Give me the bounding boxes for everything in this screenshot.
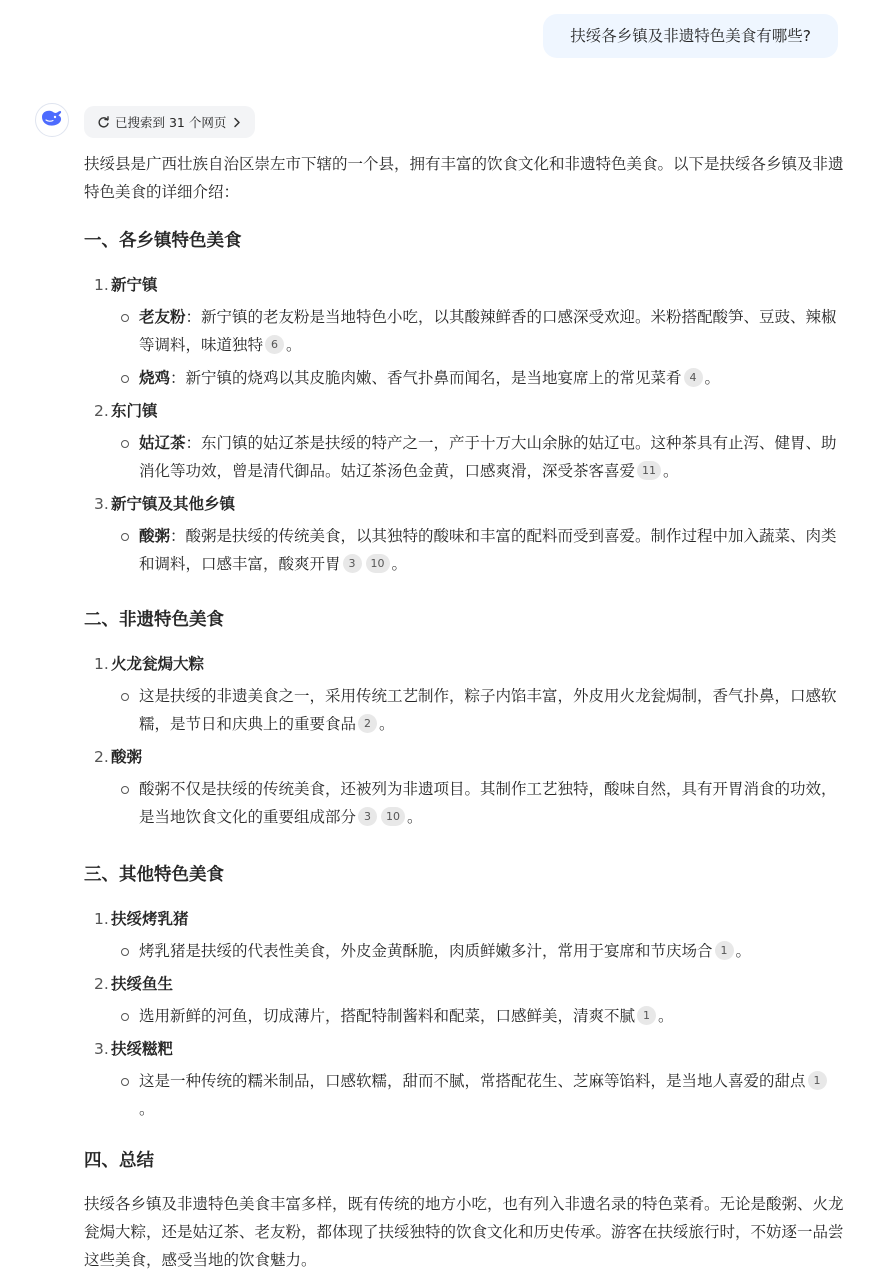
- bullet-end: 。: [391, 555, 408, 573]
- numbered-item: [84, 905, 844, 933]
- bullet-end: 。: [286, 336, 302, 354]
- bullet-end: 。: [379, 715, 395, 733]
- item-number: 2.: [94, 975, 109, 993]
- bullet-term-separator: ：: [185, 434, 202, 452]
- numbered-item: [84, 397, 844, 425]
- search-refresh-icon: [97, 116, 110, 129]
- item-number: 2.: [94, 748, 109, 766]
- bullet-item: [84, 682, 844, 738]
- numbered-item: [84, 970, 844, 998]
- bullet-text: 选用新鲜的河鱼，切成薄片，搭配特制酱料和配菜，口感鲜美，清爽不腻: [139, 1007, 636, 1025]
- item-title: 扶绥鱼生: [111, 975, 174, 993]
- bullet-item: [84, 522, 844, 578]
- item-number: 2.: [94, 402, 109, 420]
- item-title: 新宁镇: [111, 276, 158, 294]
- bullet-text: 东门镇的姑辽茶是扶绥的特产之一，产于十万大山余脉的姑辽屯。这种茶具有止泻、健胃、助消化等功效，曾是清代御品。姑辽茶汤色金黄，口感爽滑，深受茶客喜爱: [139, 434, 837, 480]
- numbered-item: [84, 650, 844, 678]
- bullet-text: 酸粥不仅是扶绥的传统美食，还被列为非遗项目。其制作工艺独特，酸味自然，具有开胃消食的功效，是当地饮食文化的重要组成部分: [139, 780, 837, 826]
- bullet-text: 新宁镇的老友粉是当地特色小吃，以其酸辣鲜香的口感深受欢迎。米粉搭配酸笋、豆豉、辣椒等调料，味道独特: [139, 308, 837, 354]
- citation-badge[interactable]: 2: [358, 714, 377, 733]
- bullet-end: 。: [407, 808, 423, 826]
- bullet-item: [84, 429, 844, 485]
- bullet-text: 酸粥是扶绥的传统美食，以其独特的酸味和丰富的配料而受到喜爱。制作过程中加入蔬菜、肉类和调料，口感丰富，酸爽开胃: [139, 527, 837, 573]
- citation-badge[interactable]: 10: [381, 807, 405, 826]
- item-number: 3.: [94, 1040, 109, 1058]
- bullet-end: 。: [735, 942, 752, 960]
- citation-badge[interactable]: 1: [808, 1071, 827, 1090]
- bullet-item: [84, 364, 844, 392]
- citation-badge[interactable]: 4: [684, 368, 703, 387]
- bullet-term-separator: ：: [185, 308, 202, 326]
- item-number: 1.: [94, 276, 109, 294]
- bullet-text: 烤乳猪是扶绥的代表性美食，外皮金黄酥脆，肉质鲜嫩多汁，常用于宴席和节庆场合: [139, 942, 713, 960]
- item-number: 1.: [94, 655, 109, 673]
- citation-badge[interactable]: 6: [265, 335, 284, 354]
- assistant-answer: [84, 150, 844, 1274]
- item-number: 1.: [94, 910, 109, 928]
- bullet-item: [84, 937, 844, 965]
- assistant-avatar: [35, 103, 69, 137]
- numbered-item: [84, 743, 844, 771]
- bullet-item: [84, 303, 844, 359]
- chevron-right-icon: [233, 117, 241, 128]
- bullet-term: 酸粥: [139, 527, 171, 545]
- item-title: 火龙瓮焗大粽: [111, 655, 205, 673]
- bullet-text: 新宁镇的烧鸡以其皮脆肉嫩、香气扑鼻而闻名，是当地宴席上的常见菜肴: [185, 369, 682, 387]
- answer-intro: 扶绥县是广西壮族自治区崇左市下辖的一个县，拥有丰富的饮食文化和非遗特色美食。以下是扶绥各乡镇及非遗特色美食的详细介绍：: [84, 155, 844, 201]
- search-results-toggle[interactable]: [84, 106, 255, 138]
- item-title: 东门镇: [111, 402, 158, 420]
- bullet-end: 。: [663, 462, 679, 480]
- bullet-text: 这是一种传统的糯米制品，口感软糯，甜而不腻，常搭配花生、芝麻等馅料，是当地人喜爱的甜点: [139, 1072, 806, 1090]
- summary-paragraph: 扶绥各乡镇及非遗特色美食丰富多样，既有传统的地方小吃，也有列入非遗名录的特色菜肴。无论是酸粥、火龙瓮焗大粽，还是姑辽茶、老友粉，都体现了扶绥独特的饮食文化和历史传承。游客在扶绥旅行时，不妨逐一品尝这些美食，感受当地的饮食魅力。: [84, 1195, 844, 1269]
- bullet-end: 。: [658, 1007, 674, 1025]
- item-title: 酸粥: [111, 748, 143, 766]
- bullet-item: [84, 1067, 844, 1123]
- citation-badge[interactable]: 1: [715, 941, 734, 960]
- whale-logo-icon: [40, 108, 64, 132]
- citation-badge[interactable]: 11: [637, 461, 661, 480]
- bullet-term: 姑辽茶: [139, 434, 186, 452]
- bullet-term: 烧鸡: [139, 369, 171, 387]
- bullet-item: [84, 1002, 844, 1030]
- citation-badge[interactable]: 1: [637, 1006, 656, 1025]
- bullet-end: 。: [139, 1100, 155, 1118]
- citation-badge[interactable]: 10: [366, 554, 390, 573]
- section-heading: 三、其他特色美食: [84, 865, 224, 885]
- citation-badge[interactable]: 3: [358, 807, 377, 826]
- section-heading: 一、各乡镇特色美食: [84, 231, 242, 251]
- bullet-end: 。: [704, 369, 721, 387]
- bullet-term: 老友粉: [139, 308, 186, 326]
- bullet-item: [84, 775, 844, 831]
- bullet-term-separator: ：: [170, 527, 186, 545]
- item-number: 3.: [94, 495, 109, 513]
- citation-badge[interactable]: 3: [343, 554, 362, 573]
- bullet-text: 这是扶绥的非遗美食之一，采用传统工艺制作，粽子内馅丰富，外皮用火龙瓮焗制，香气扑鼻，口感软糯，是节日和庆典上的重要食品: [139, 687, 837, 733]
- item-title: 扶绥烤乳猪: [111, 910, 189, 928]
- numbered-item: [84, 1035, 844, 1063]
- numbered-item: [84, 490, 844, 518]
- user-message-bubble: 扶绥各乡镇及非遗特色美食有哪些?: [543, 14, 838, 58]
- section-heading-summary: 四、总结: [84, 1151, 154, 1171]
- item-title: 扶绥糍粑: [111, 1040, 174, 1058]
- numbered-item: [84, 271, 844, 299]
- search-results-label: 已搜索到 31 个网页: [115, 115, 227, 130]
- bullet-term-separator: ：: [170, 369, 186, 387]
- section-heading: 二、非遗特色美食: [84, 610, 224, 630]
- item-title: 新宁镇及其他乡镇: [111, 495, 236, 513]
